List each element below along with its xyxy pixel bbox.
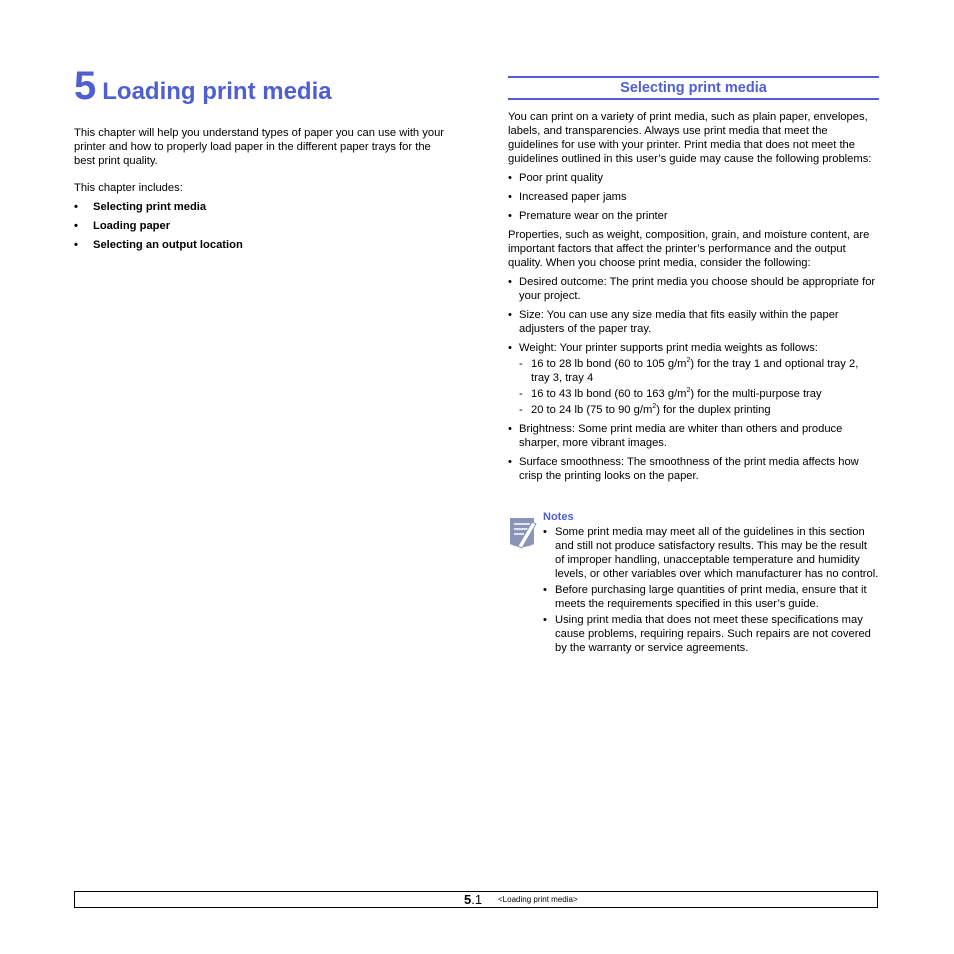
- chapter-contents-link[interactable]: Selecting print media: [93, 201, 207, 213]
- list-item-text: Weight: Your printer supports print media weights as follows:: [519, 342, 818, 354]
- list-item-text: Brightness: Some print media are whiter than others and produce sharper, more vibrant images.: [519, 423, 843, 449]
- list-item: [508, 275, 879, 303]
- section-paragraph: Properties, such as weight, composition, grain, and moisture content, are important factors that affect the printer’s performance and the output quality. When you choose print media, consider the following:: [508, 229, 870, 269]
- problems-list: [508, 171, 879, 223]
- note-text: Using print media that does not meet these specifications may cause problems, requiring repairs. Such repairs are not covered by the warranty or service agreements.: [555, 614, 871, 654]
- list-item-text: Poor print quality: [519, 172, 603, 184]
- section-heading: Selecting print media: [508, 76, 879, 100]
- bullet: •: [74, 201, 78, 213]
- list-item-text: Surface smoothness: The smoothness of the print media affects how crisp the printing looks on the paper.: [519, 456, 859, 482]
- note-item: [543, 525, 879, 581]
- dash: -: [519, 388, 523, 400]
- footer-chapter-label: <Loading print media>: [498, 895, 578, 904]
- chapter-contents-link[interactable]: Loading paper: [93, 220, 171, 232]
- weight-text: 16 to 43 lb bond (60 to 163 g/m: [531, 388, 687, 400]
- chapter-contents-item[interactable]: [74, 219, 446, 233]
- weight-text: ) for the tray 1 and optional tray 2, tray 3, tray 4: [531, 358, 859, 384]
- bullet: •: [508, 210, 512, 222]
- bullet: •: [508, 172, 512, 184]
- list-item: [508, 171, 879, 185]
- list-item: [519, 357, 879, 385]
- page-suffix: .1: [471, 892, 483, 907]
- chapter-title-text: Loading print media: [102, 78, 332, 105]
- page-footer: [74, 891, 878, 908]
- note-text: Before purchasing large quantities of print media, ensure that it meets the requirements specified in this user’s guide.: [555, 584, 867, 610]
- list-item: [519, 403, 879, 417]
- notes-list: [543, 525, 879, 657]
- chapter-contents-list: [74, 200, 446, 252]
- bullet: •: [74, 220, 78, 232]
- list-item: [508, 308, 879, 336]
- superscript: 2: [686, 357, 691, 364]
- chapter-includes-label: This chapter includes:: [74, 182, 183, 194]
- weight-text: 16 to 28 lb bond (60 to 105 g/m: [531, 358, 687, 370]
- bullet: •: [508, 342, 512, 354]
- superscript: 2: [652, 403, 657, 410]
- bullet: •: [508, 423, 512, 435]
- bullet: •: [508, 191, 512, 203]
- list-item-text: Desired outcome: The print media you choose should be appropriate for your project.: [519, 276, 876, 302]
- chapter-title: [74, 66, 446, 106]
- weight-text: ) for the duplex printing: [656, 404, 771, 416]
- list-item: [508, 341, 879, 417]
- dash: -: [519, 404, 523, 416]
- bullet: •: [508, 309, 512, 321]
- page-chapter-number: 5: [464, 892, 472, 907]
- weights-list: [519, 357, 879, 417]
- note-item: [543, 583, 879, 611]
- chapter-contents-item[interactable]: [74, 238, 446, 252]
- bullet: •: [508, 276, 512, 288]
- factors-list: [508, 275, 879, 483]
- list-item-text: Increased paper jams: [519, 191, 627, 203]
- bullet: •: [543, 584, 547, 596]
- dash: -: [519, 358, 523, 370]
- bullet: •: [74, 239, 78, 251]
- chapter-number: 5: [74, 64, 97, 108]
- bullet: •: [543, 614, 547, 626]
- note-item: [543, 613, 879, 655]
- list-item-text: Size: You can use any size media that fits easily within the paper adjusters of the paper tray.: [519, 309, 839, 335]
- section-paragraph: You can print on a variety of print media, such as plain paper, envelopes, labels, and transparencies. Always use print media that meet the guidelines for use with your printer. Print media that does not meet the guidelines outlined in this user’s guide may cause the following problems:: [508, 111, 872, 165]
- list-item: [519, 387, 879, 401]
- bullet: •: [508, 456, 512, 468]
- superscript: 2: [686, 387, 691, 394]
- list-item: [508, 209, 879, 223]
- note-pencil-icon: [508, 514, 538, 550]
- page-number: [464, 892, 482, 907]
- notes-title: Notes: [543, 511, 574, 523]
- chapter-contents-link[interactable]: Selecting an output location: [93, 239, 243, 251]
- chapter-intro-text: This chapter will help you understand types of paper you can use with your printer and how to properly load paper in the different paper trays for the best print quality.: [74, 127, 445, 167]
- list-item: [508, 455, 879, 483]
- weight-text: ) for the multi-purpose tray: [690, 388, 822, 400]
- list-item: [508, 422, 879, 450]
- note-text: Some print media may meet all of the guidelines in this section and still not produce satisfactory results. This may be the result of improper handling, unacceptable temperature and humidity levels, or other variables over which manufacturer has no control.: [555, 526, 879, 580]
- section-column: [508, 76, 879, 488]
- chapter-intro-column: [74, 66, 446, 257]
- weight-text: 20 to 24 lb (75 to 90 g/m: [531, 404, 653, 416]
- bullet: •: [543, 526, 547, 538]
- chapter-contents-item[interactable]: [74, 200, 446, 214]
- list-item: [508, 190, 879, 204]
- list-item-text: Premature wear on the printer: [519, 210, 668, 222]
